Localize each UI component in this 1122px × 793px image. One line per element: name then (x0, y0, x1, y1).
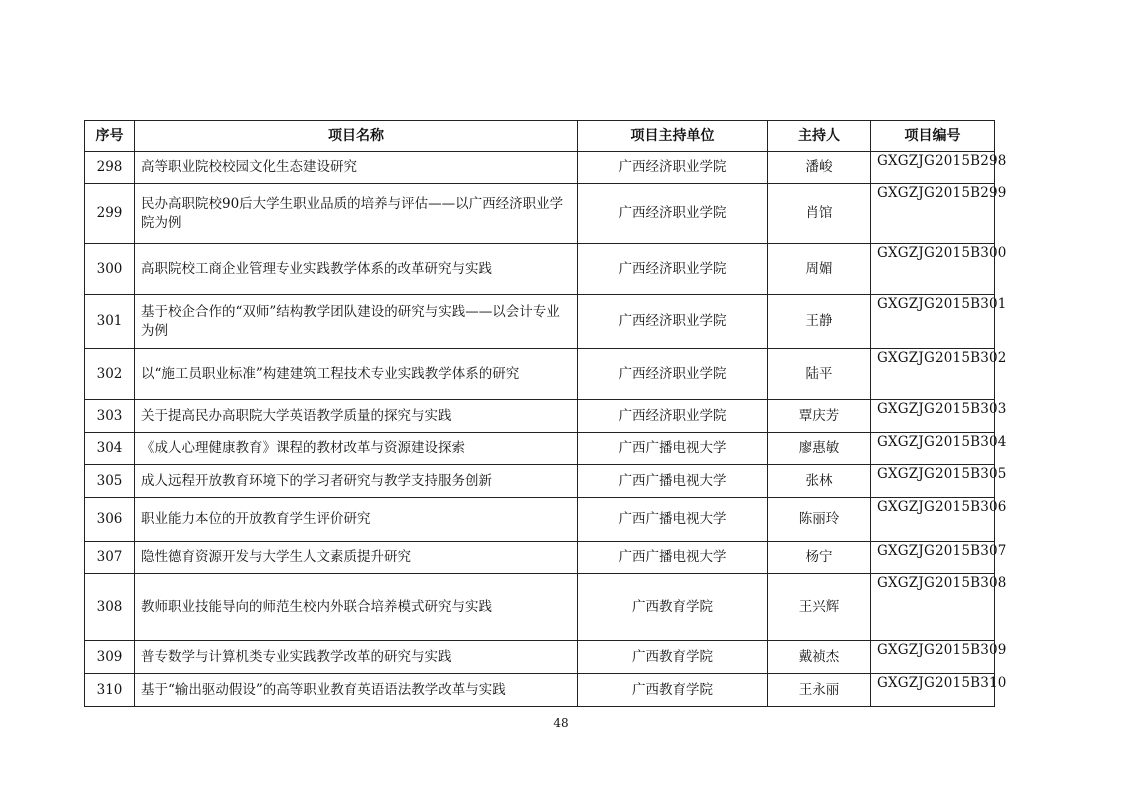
cell-code: GXGZJG2015B299 (871, 184, 995, 244)
header-unit: 项目主持单位 (578, 121, 768, 152)
cell-name: 成人远程开放教育环境下的学习者研究与教学支持服务创新 (135, 465, 578, 498)
table-row (85, 542, 995, 574)
projects-table (84, 120, 1007, 707)
cell-name: 关于提高民办高职院大学英语教学质量的探究与实践 (135, 400, 578, 433)
cell-unit: 广西广播电视大学 (578, 498, 768, 542)
cell-unit: 广西经济职业学院 (578, 295, 768, 349)
cell-no: 300 (85, 244, 135, 295)
cell-name: 《成人心理健康教育》课程的教材改革与资源建设探索 (135, 433, 578, 465)
cell-no: 298 (85, 152, 135, 184)
cell-code: GXGZJG2015B302 (871, 349, 995, 400)
cell-name: 高职院校工商企业管理专业实践教学体系的改革研究与实践 (135, 244, 578, 295)
table-row (85, 465, 995, 498)
cell-code: GXGZJG2015B306 (871, 498, 995, 542)
table-row (85, 433, 995, 465)
cell-name: 基于“输出驱动假设”的高等职业教育英语语法教学改革与实践 (135, 674, 578, 707)
cell-code: GXGZJG2015B301 (871, 295, 995, 349)
cell-unit: 广西经济职业学院 (578, 152, 768, 184)
cell-unit: 广西教育学院 (578, 574, 768, 641)
cell-code: GXGZJG2015B310 (871, 674, 995, 707)
header-host: 主持人 (768, 121, 871, 152)
table-row (85, 295, 995, 349)
cell-name: 民办高职院校90后大学生职业品质的培养与评估——以广西经济职业学院为例 (135, 184, 578, 244)
cell-host: 王静 (768, 295, 871, 349)
cell-name: 高等职业院校校园文化生态建设研究 (135, 152, 578, 184)
cell-host: 覃庆芳 (768, 400, 871, 433)
cell-name: 以“施工员职业标准”构建建筑工程技术专业实践教学体系的研究 (135, 349, 578, 400)
cell-host: 王兴辉 (768, 574, 871, 641)
cell-no: 307 (85, 542, 135, 574)
cell-no: 310 (85, 674, 135, 707)
cell-unit: 广西教育学院 (578, 674, 768, 707)
table-row (85, 152, 995, 184)
cell-unit: 广西经济职业学院 (578, 184, 768, 244)
table-row (85, 674, 995, 707)
cell-name: 普专数学与计算机类专业实践教学改革的研究与实践 (135, 641, 578, 674)
cell-unit: 广西广播电视大学 (578, 433, 768, 465)
cell-name: 职业能力本位的开放教育学生评价研究 (135, 498, 578, 542)
cell-host: 廖惠敏 (768, 433, 871, 465)
header-no: 序号 (85, 121, 135, 152)
cell-code: GXGZJG2015B303 (871, 400, 995, 433)
cell-host: 张林 (768, 465, 871, 498)
cell-unit: 广西广播电视大学 (578, 465, 768, 498)
cell-host: 周媚 (768, 244, 871, 295)
cell-code: GXGZJG2015B304 (871, 433, 995, 465)
cell-code: GXGZJG2015B300 (871, 244, 995, 295)
cell-name: 隐性德育资源开发与大学生人文素质提升研究 (135, 542, 578, 574)
cell-code: GXGZJG2015B307 (871, 542, 995, 574)
table-row (85, 244, 995, 295)
cell-code: GXGZJG2015B305 (871, 465, 995, 498)
cell-host: 潘峻 (768, 152, 871, 184)
cell-unit: 广西经济职业学院 (578, 244, 768, 295)
table-row (85, 641, 995, 674)
cell-no: 308 (85, 574, 135, 641)
table-row (85, 349, 995, 400)
cell-host: 王永丽 (768, 674, 871, 707)
table-row (85, 574, 995, 641)
table-row (85, 498, 995, 542)
cell-code: GXGZJG2015B298 (871, 152, 995, 184)
cell-no: 304 (85, 433, 135, 465)
cell-host: 戴祯杰 (768, 641, 871, 674)
cell-no: 306 (85, 498, 135, 542)
cell-no: 301 (85, 295, 135, 349)
cell-host: 杨宁 (768, 542, 871, 574)
table-header-row (85, 121, 995, 152)
cell-code: GXGZJG2015B309 (871, 641, 995, 674)
cell-unit: 广西经济职业学院 (578, 349, 768, 400)
cell-unit: 广西广播电视大学 (578, 542, 768, 574)
cell-host: 肖馆 (768, 184, 871, 244)
cell-no: 299 (85, 184, 135, 244)
cell-no: 305 (85, 465, 135, 498)
cell-no: 303 (85, 400, 135, 433)
header-code: 项目编号 (871, 121, 995, 152)
cell-code: GXGZJG2015B308 (871, 574, 995, 641)
cell-no: 309 (85, 641, 135, 674)
cell-no: 302 (85, 349, 135, 400)
header-name: 项目名称 (135, 121, 578, 152)
cell-unit: 广西经济职业学院 (578, 400, 768, 433)
cell-host: 陈丽玲 (768, 498, 871, 542)
cell-name: 基于校企合作的“双师”结构教学团队建设的研究与实践——以会计专业为例 (135, 295, 578, 349)
cell-name: 教师职业技能导向的师范生校内外联合培养模式研究与实践 (135, 574, 578, 641)
table-row (85, 184, 995, 244)
cell-host: 陆平 (768, 349, 871, 400)
page-number: 48 (553, 716, 569, 730)
table-row (85, 400, 995, 433)
cell-unit: 广西教育学院 (578, 641, 768, 674)
